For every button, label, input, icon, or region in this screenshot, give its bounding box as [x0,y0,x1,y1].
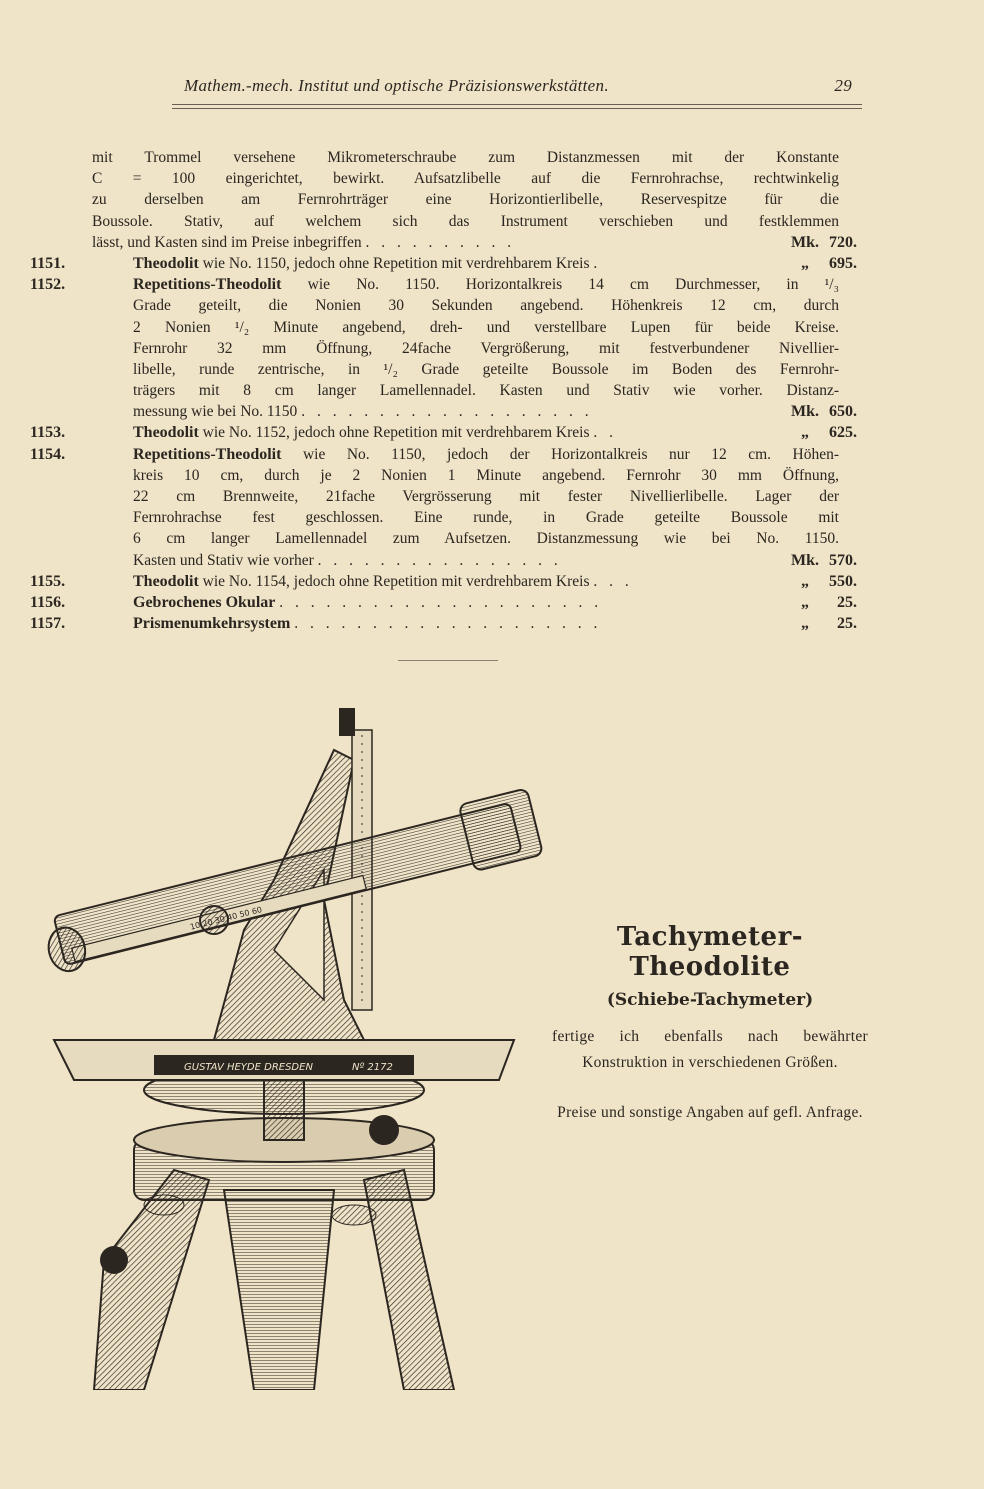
dot-leader: . . . . . . . . . . . . . . . . . . . [301,403,593,421]
price-line-1154 [30,550,865,571]
header-title: Mathem.-mech. Institut und optische Präzisionswerkstätten. [184,76,609,95]
currency: Mk. [791,551,819,569]
text-line: Grade geteilt, die Nonien 30 Sekunden angebend. Höhenkreis 12 cm, durch [133,297,839,315]
item-name: Theodolit [133,572,199,590]
notice-inquiry-text: Preise und sonstige Angaben auf gefl. Anfrage. [557,1104,863,1121]
currency: „ [801,254,809,272]
price-list [30,147,865,634]
list-item-1152 [30,274,865,295]
currency: „ [801,593,809,611]
dot-leader: . . . . . . . . . . . . . . . . [317,551,562,569]
section-separator [398,660,498,661]
price-line-1152 [30,401,865,422]
list-item-1154 [30,444,865,465]
text-line: zu derselben am Fernrohrträger eine Horizontierlibelle, Reservespitze für die [92,191,839,209]
price-line-1150 [30,232,865,253]
item-number: 1154. [30,445,66,463]
price: 625. [829,424,857,442]
maker-plate-text: GUSTAV HEYDE DRESDEN [184,1062,313,1073]
item-name: Theodolit [133,424,199,442]
item-number: 1152. [30,276,66,294]
item-name: Prismenumkehrsystem [133,615,291,633]
page-number: 29 [834,76,852,95]
text-line: trägers mit 8 cm langer Lamellennadel. Kasten und Stativ wie vorher. Distanz- [133,382,839,400]
item-name: Gebrochenes Okular [133,593,276,611]
item-description: wie No. 1150, jedoch der Horizontalkreis nur 12 cm. Höhen- [302,445,840,463]
list-item-1155 [30,571,865,592]
running-header [172,76,862,98]
item-number: 1155. [30,572,66,590]
item-name: Repetitions-Theodolit [133,276,282,294]
currency: Mk. [791,233,819,251]
item-description: wie No. 1150, jedoch ohne Repetition mit verdrehbarem Kreis [202,254,590,272]
item-description: wie No. 1154, jedoch ohne Repetition mit verdrehbarem Kreis [202,572,590,590]
list-item-1157 [30,613,865,634]
item-number: 1156. [30,593,66,611]
price: 25. [837,615,857,633]
dot-leader: . . . [593,572,633,590]
notice-subtitle: (Schiebe-Tachymeter) [606,990,814,1010]
text-line: Fernrohrachse fest geschlossen. Eine runde, in Grade geteilte Boussole mit [133,509,839,527]
list-item-1156 [30,592,865,613]
serial-number: Nº 2172 [352,1062,393,1073]
dot-leader: . [593,254,602,272]
list-item-1153 [30,422,865,443]
header-rule-bottom [172,108,862,109]
item-name: Theodolit [133,254,199,272]
notice-title: Tachymeter-Theodolite [616,922,804,982]
currency: „ [801,572,809,590]
header-rule-top [172,104,862,105]
text-line: mit Trommel versehene Mikrometerschraube zum Distanzmessen mit der Konstante [92,149,839,166]
price: 550. [829,572,857,590]
text-line: libelle, runde zentrische, in ¹/₂ Grade geteilte Boussole im Boden des Fernrohr- [133,360,839,378]
text-line: Boussole. Stativ, auf welchem sich das Instrument verschieben und festklemmen [92,212,839,230]
currency: Mk. [791,403,819,421]
text-line: kreis 10 cm, durch je 2 Nonien 1 Minute angebend. Fernrohr 30 mm Öffnung, [133,466,839,484]
text-line: 2 Nonien ¹/₂ Minute angebend, dreh- und verstellbare Lupen für beide Kreise. [133,318,839,336]
dot-leader: . . . . . . . . . . . . . . . . . . . . [294,615,602,633]
currency: „ [801,424,809,442]
item-number: 1153. [30,424,66,442]
dot-leader: . . . . . . . . . . [365,233,516,251]
telescope-scale-label: 10 40 50 60 [189,905,263,932]
theodolite-illustration [34,700,554,1390]
text-line: messung wie bei No. 1150 [133,403,298,421]
dot-leader: . . . . . . . . . . . . . . . . . . . . . [279,593,603,611]
item-number: 1151. [30,254,66,272]
price: 570. [829,551,857,569]
item-description: wie No. 1150. Horizontalkreis 14 cm Durchmesser, in ¹/₃ [307,276,840,294]
tachymeter-notice [552,922,868,1126]
list-item-1151 [30,253,865,274]
notice-text: fertige ich ebenfalls nach bewährter Konstruktion in verschiedenen Größen. [552,1028,868,1071]
price: 650. [829,403,857,421]
item-number: 1157. [30,615,66,633]
text-line: 22 cm Brennweite, 21fache Vergrösserung mit fester Nivellierlibelle. Lager der [133,488,839,505]
text-line: lässt, und Kasten sind im Preise inbegriffen [92,233,362,251]
item-description: wie No. 1152, jedoch ohne Repetition mit verdrehbarem Kreis [202,424,590,442]
price: 720. [829,233,857,251]
text-line: Kasten und Stativ wie vorher [133,551,314,569]
text-line: C = 100 eingerichtet, bewirkt. Aufsatzlibelle auf die Fernrohrachse, rechtwinkelig [92,170,839,188]
text-line: Fernrohr 32 mm Öffnung, 24fache Vergrößerung, mit festverbundener Nivellier- [133,339,839,357]
currency: „ [801,615,809,633]
price: 695. [829,254,857,272]
text-line: 6 cm langer Lamellennadel zum Aufsetzen. Distanzmessung wie bei No. 1150. [133,530,839,548]
price: 25. [837,593,857,611]
item-name: Repetitions-Theodolit [133,445,282,463]
dot-leader: . . [593,424,617,442]
